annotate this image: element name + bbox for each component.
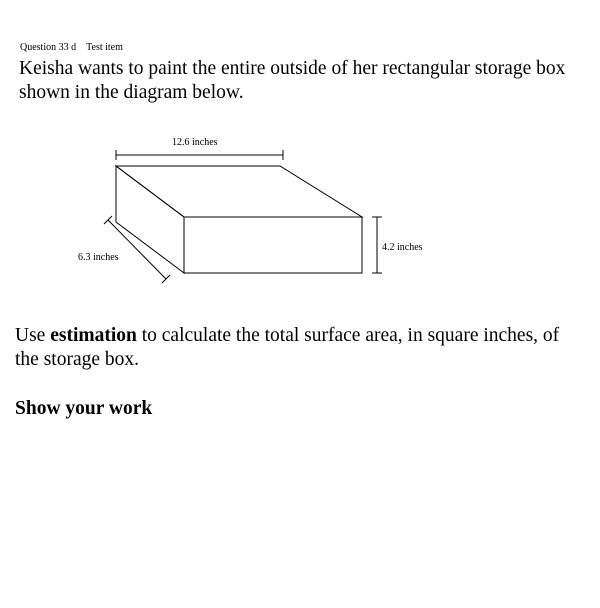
- box-front-face: [184, 217, 362, 273]
- width-label: 6.3 inches: [78, 252, 119, 263]
- item-type: Test item: [86, 42, 123, 53]
- box-drawing: [100, 130, 440, 300]
- show-work-heading: Show your work: [15, 398, 153, 419]
- question-prompt: Keisha wants to paint the entire outside of her rectangular storage box shown in the diagram below.: [19, 58, 566, 103]
- instructions-before: Use: [15, 325, 51, 346]
- instructions-emphasis: estimation: [50, 325, 137, 346]
- box-diagram: [78, 130, 440, 300]
- width-dimension-line: [108, 220, 166, 279]
- length-label: 12.6 inches: [172, 137, 218, 148]
- box-left-face: [116, 166, 184, 273]
- height-label: 4.2 inches: [382, 242, 423, 253]
- instructions: [15, 324, 585, 372]
- question-header: [20, 42, 123, 54]
- question-number: Question 33 d: [20, 42, 77, 53]
- box-top-face: [116, 166, 362, 217]
- instructions-after: to calculate the total surface area, in square inches, of the storage box.: [15, 325, 560, 370]
